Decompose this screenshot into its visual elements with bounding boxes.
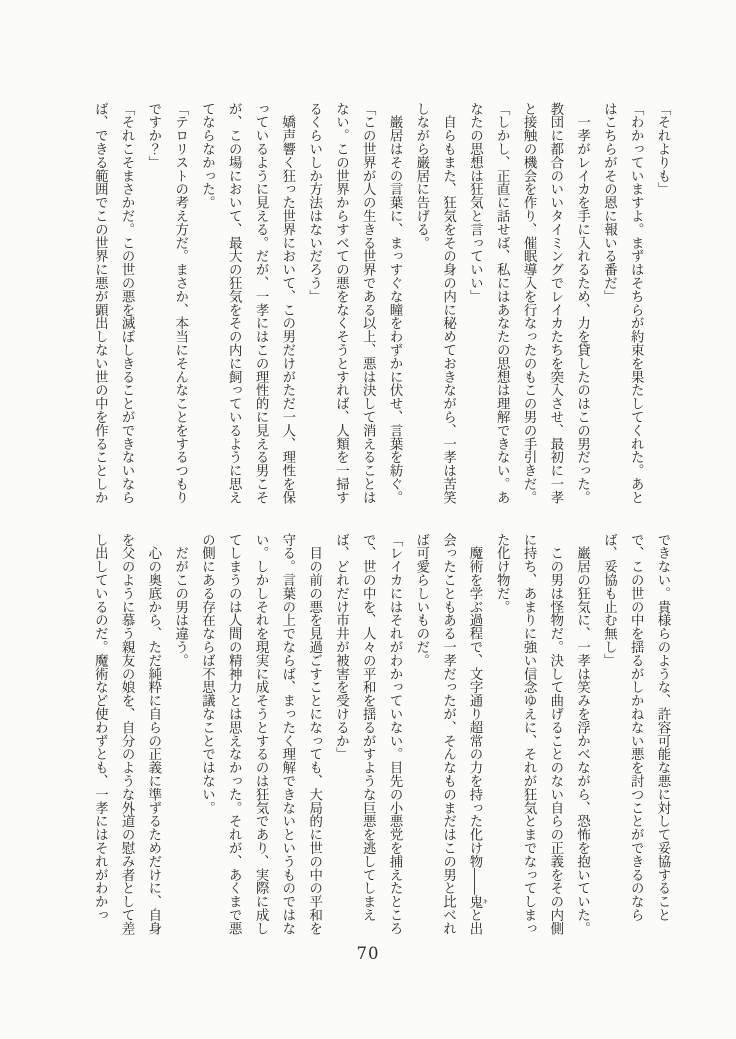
text-line: に持ち、あまりに強い信念ゆえに、それが狂気とまでなってしまっ [521, 533, 537, 935]
text-line: なたの思想は狂気と言っていい」 [467, 102, 483, 303]
text-line: 心の奥底から、ただ純粋に自らの正義に準ずるためだけに、自身 [145, 533, 161, 935]
text-line: 一孝がレイカを手に入れるため、力を貸したのはこの男だった。 [574, 102, 590, 504]
ruby-annotation [466, 894, 488, 909]
ruby-base: 鬼 [466, 894, 482, 909]
text-line: できない。貴様らのような、許容可能な悪に対して妥協すること [655, 533, 670, 922]
text-line: てしまうのは人間の精神力とは思えなかった。それが、あくまで悪 [226, 533, 242, 935]
text-line: ば可愛らしいものだ。 [413, 533, 429, 667]
text-line: 「それよりも」 [655, 102, 670, 196]
text-line: を父のように慕う親友の娘を、自分のような外道の慰み者として差 [119, 533, 135, 935]
text-line: と接触の機会を作り、催眠導入を行なったのもこの男の手引きだ。 [521, 102, 537, 504]
text-tier-top [85, 102, 675, 506]
text-line: 巌居はその言葉に、まっすぐな瞳をわずかに伏せ、言葉を紡ぐ。 [387, 102, 403, 504]
text-line: るくらいしか方法はないだろう」 [306, 102, 322, 303]
text-line: 「それこそまさかだ。この世の悪を滅ぼしきることができないなら [119, 102, 135, 504]
text-line: ない。この世界からすべての悪をなくそうとすれば、人類を一掃す [333, 102, 349, 504]
ruby-line-after: と出 [466, 908, 482, 935]
text-line: 嬌声響く狂った世界において、この男だけがただ一人、理性を保 [279, 102, 295, 504]
text-line: ば、どれだけ市井が被害を受けるか」 [333, 533, 349, 761]
text-line: 「わかっていますよ。まずはそちらが約束を果たしてくれた。あと [628, 102, 644, 504]
text-line: 「レイカにはそれがわかっていない。目先の小悪党を捕えたところ [387, 533, 403, 935]
text-tier-bottom [85, 533, 675, 941]
text-line: 会ったこともある一孝だったが、そんなものまだはこの男と比べれ [440, 533, 456, 935]
text-line: てならなかった。 [199, 102, 215, 210]
text-line: 巌居の狂気に、一孝は笑みを浮かべながら、恐怖を抱いていた。 [574, 533, 590, 935]
text-line: 目の前の悪を見過ごすことになっても、大局的に世の中の平和を [306, 533, 322, 935]
text-line: 「この世界が人の生きる世界である以上、悪は決して消えることは [360, 102, 376, 504]
ruby-line-before: 魔術を学ぶ過程で、文字通り超常の力を持った化け物―― [466, 533, 482, 895]
text-line: 教団に都合のいいタイミングでレイカたちを突入させ、最初に一孝 [547, 102, 563, 504]
text-line: っているように見える。だが、一孝にはこの理性的に見える男こそ [253, 102, 269, 504]
text-line: この男は怪物だ。決して曲げることのない自らの正義をその内側 [547, 533, 563, 935]
text-line: はこちらがその恩に報いる番だ」 [601, 102, 617, 303]
ruby-text: キ [480, 894, 488, 909]
text-line: い。しかしそれを現実に成そうとするのは狂気であり、実際に成し [253, 533, 269, 935]
text-line: だがこの男は違う。 [172, 533, 188, 667]
text-line: 自らもまた、狂気をその身の内に秘めておきながら、一孝は苦笑 [440, 102, 456, 504]
text-line: 守る。言葉の上でならば、まったく理解できないというものではな [279, 533, 295, 935]
text-line: ですか？」 [145, 102, 161, 169]
text-line: が、この場において、最大の狂気をその内に飼っているように思え [226, 102, 242, 504]
text-line: ば、妥協も止む無し」 [601, 533, 617, 667]
text-line-with-ruby [461, 533, 488, 941]
text-line: しながら巌居に告げる。 [413, 102, 429, 250]
text-line: で、世の中を、人々の平和を揺るがすような巨悪を逃してしまえ [360, 533, 376, 922]
text-line: 「テロリストの考え方だ。まさか、本当にそんなことをするつもり [172, 102, 188, 504]
text-line: で、この世の中を揺るがしかねない悪を討つことができるのなら [628, 533, 644, 922]
text-line: ば、できる範囲でこの世界に悪が顕出しない世の中を作ることしか [92, 102, 108, 504]
page-number: 70 [356, 944, 380, 963]
text-line: た化け物だ。 [494, 533, 510, 614]
text-line: し出しているのだ。魔術など使わずとも、一孝にはそれがわかっ [92, 533, 108, 922]
text-line: 「しかし、正直に話せば、私にはあなたの思想は理解できない。あ [494, 102, 510, 504]
text-line: の側にある存在ならば不思議なことではない。 [199, 533, 215, 815]
